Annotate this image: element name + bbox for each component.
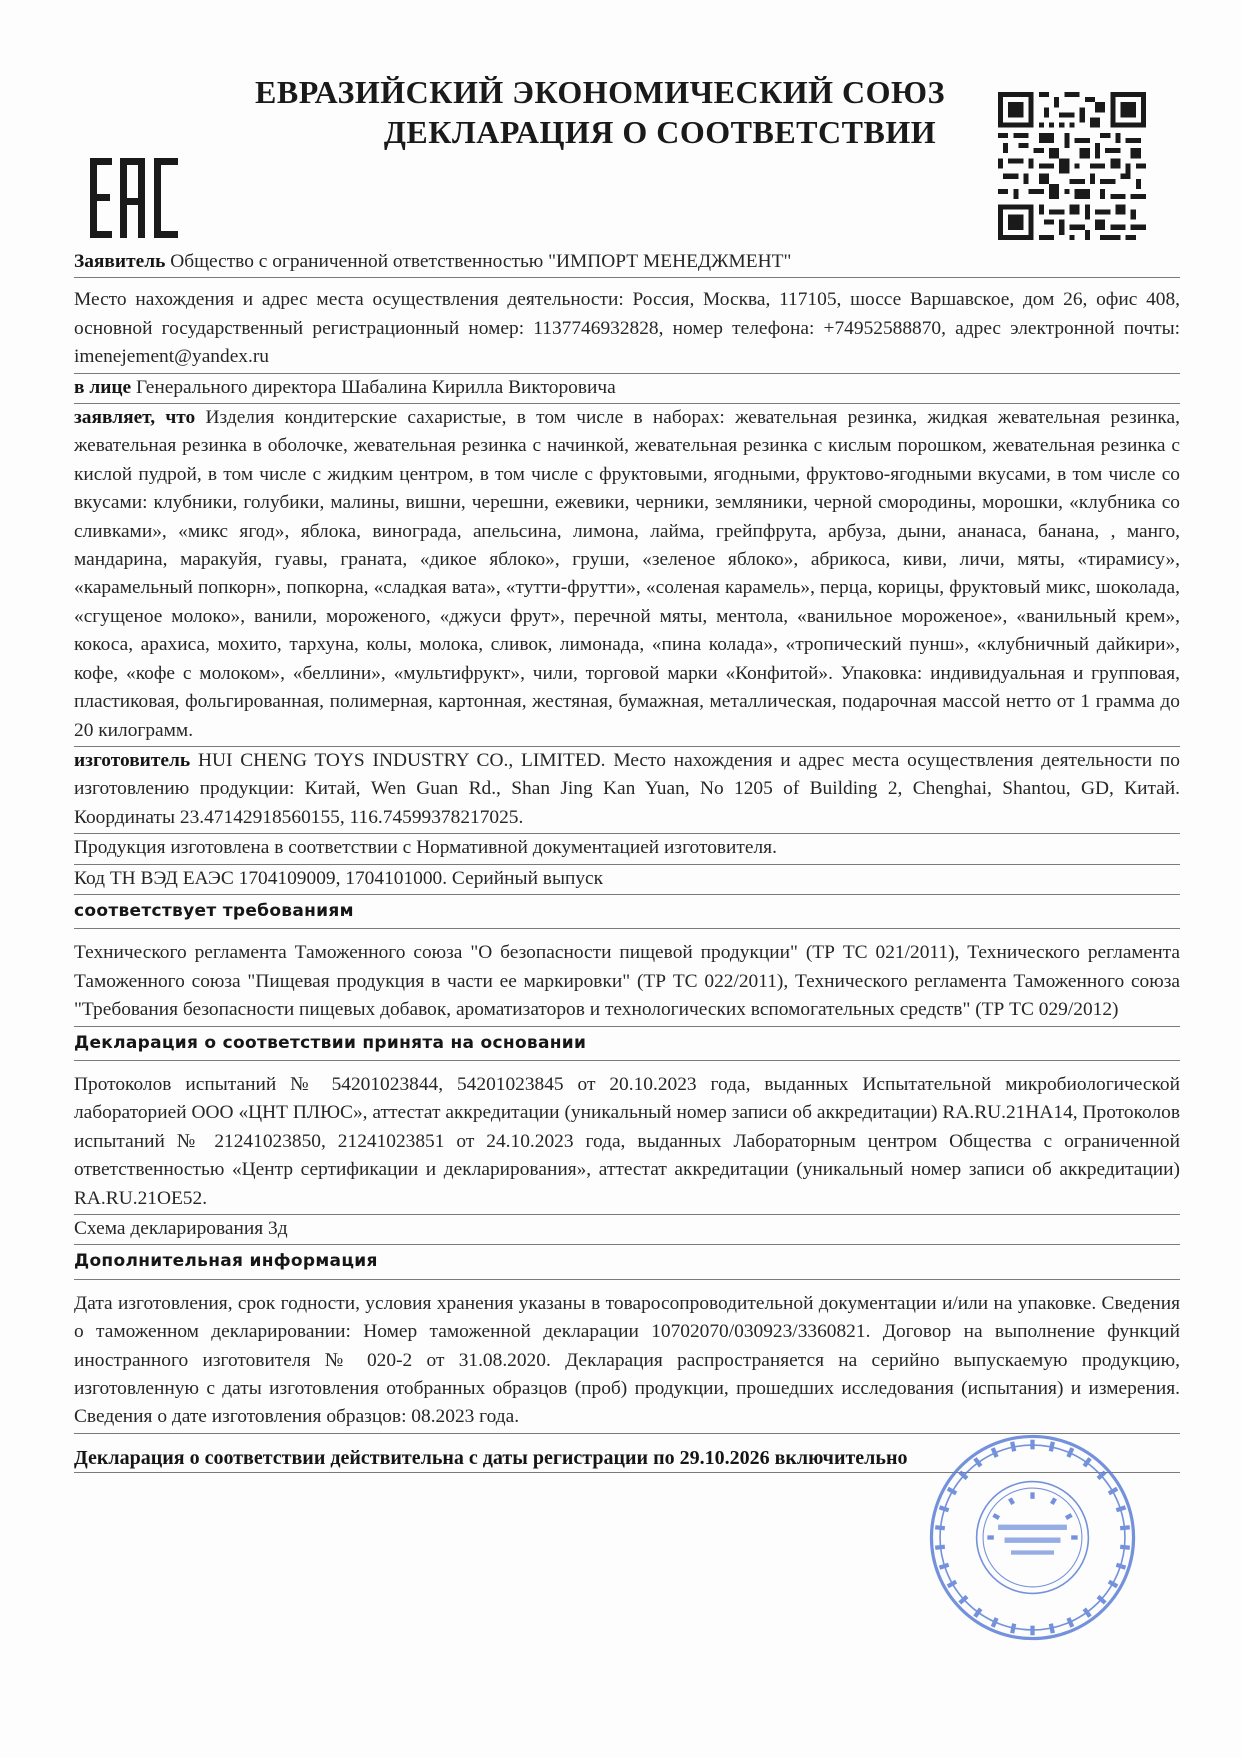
company-seal xyxy=(925,1430,1140,1645)
declares-value: Изделия кондитерские сахаристые, в том числе в наборах: жевательная резинка, жидкая жевательная резинка, жевательная резинка в оболочке, жевательная резинка с начинкой, жевательная резинка с кислым порошком, жевательная резинка с кислой пудрой, в том числе с жидким центром, в том числе с фруктовыми, ягодными, фруктово-ягодными вкусами, в том числе со вкусами: клубники, голубики, малины, вишни, черешни, ежевики, черники, земляники, черной смородины, морошки, «клубника со сливками», «микс ягод», яблока, винограда, апельсина, лимона, лайма, грейпфрута, арбуза, дыни, ананаса, банана, , манго, мандарина, маракуйя, гуавы, граната, «дикое яблоко», груши, «зеленое яблоко», абрикоса, киви, личи, мяты, «тирамису», «карамельный попкорн», попкорна, «сладкая вата», «тутти-фрутти», «соленая карамель», перца, корицы, фруктовый микс, шоколада, «сгущеное молоко», ванили, мороженого, «джуси фрут», перечной мяты, ментола, «ванильное мороженое», «ванильный крем», кокоса, арахиса, мохито, тархуна, колы, молока, сливок, лимонада, «пина колада», «тропический пунш», «клубничный дайкири», кофе, «кофе с молоком», «беллини», «мультифрукт», чили, торговой марки «Конфитой». Упаковка: индивидуальная и групповая, пластиковая, фольгированная, полимерная, картонная, жестяная, бумажная, металлическая, подарочная массой нетто от 1 грамма до 20 килограмм. xyxy=(74,407,1180,741)
declaration-scheme: Схема декларирования 3д xyxy=(74,1215,1180,1245)
applicant-value: Общество с ограниченной ответственностью "ИМПОРТ МЕНЕДЖМЕНТ" xyxy=(170,251,792,272)
validity-statement: Декларация о соответствии действительна с даты регистрации по 29.10.2026 включительно xyxy=(74,1444,1180,1473)
eac-logo xyxy=(88,150,180,242)
basis-heading: Декларация о соответствии принята на основании xyxy=(74,1029,1180,1061)
representative-label: в лице xyxy=(74,376,132,398)
title-line-union: ЕВРАЗИЙСКИЙ ЭКОНОМИЧЕСКИЙ СОЮЗ xyxy=(255,74,945,110)
manufacturer-docs: Продукция изготовлена в соответствии с Нормативной документацией изготовителя. xyxy=(74,834,1180,864)
manufacturer-row xyxy=(74,747,1180,834)
additional-heading: Дополнительная информация xyxy=(74,1247,1180,1279)
applicant-row xyxy=(74,248,1180,278)
declares-row xyxy=(74,404,1180,747)
representative-row xyxy=(74,374,1180,404)
additional-text: Дата изготовления, срок годности, условия хранения указаны в товаросопроводительной документации и/или на упаковке. Сведения о таможенном декларировании: Номер таможенной декларации 10702070/030923/3360821. Договор на выполнение функций иностранного изготовителя № 020-2 от 31.08.2020. Декларация распространяется на серийно выпускаемую продукцию, изготовленную с даты изготовления отобранных образцов (проб) продукции, прошедших исследования (испытания) и измерения. Сведения о дате изготовления образцов: 08.2023 года. xyxy=(74,1290,1180,1434)
basis-text: Протоколов испытаний № 54201023844, 54201023845 от 20.10.2023 года, выданных Испытательной микробиологической лабораторией ООО «ЦНТ ПЛЮС», аттестат аккредитации (уникальный номер записи об аккредитации) RA.RU.21НА14, Протоколов испытаний № 21241023850, 21241023851 от 24.10.2023 года, выданных Лабораторным центром Общества с ограниченной ответственностью «Центр сертификации и декларирования», аттестат аккредитации (уникальный номер записи об аккредитации) RA.RU.21ОЕ52. xyxy=(74,1071,1180,1215)
title-line-declaration: ДЕКЛАРАЦИЯ О СООТВЕТСТВИИ xyxy=(383,114,937,150)
manufacturer-label: изготовитель xyxy=(74,749,191,771)
qr-code xyxy=(998,92,1146,240)
declaration-body xyxy=(74,248,1180,1473)
applicant-label: Заявитель xyxy=(74,251,166,272)
manufacturer-value: HUI CHENG TOYS INDUSTRY CO., LIMITED. Место нахождения и адрес места осуществления деятельности по изготовлению продукции: Китай, Wen Guan Rd., Shan Jing Kan Yuan, No 1205 of Building 2, Chenghai, Shantou, GD, Китай. Координаты 23.47142918560155, 116.74599378217025. xyxy=(74,749,1180,828)
document-title xyxy=(220,72,980,152)
declares-label: заявляет, что xyxy=(74,407,196,429)
applicant-address: Место нахождения и адрес места осуществления деятельности: Россия, Москва, 117105, шоссе Варшавское, дом 26, офис 408, основной государственный регистрационный номер: 1137746932828, номер телефона: +74952588870, адрес электронной почты: imenejement@yandex.ru xyxy=(74,286,1180,373)
requirements-text: Технического регламента Таможенного союза "О безопасности пищевой продукции" (ТР ТС 021/2011), Технического регламента Таможенного союза "Пищевая продукция в части ее маркировки" (ТР ТС 022/2011), Технического регламента Таможенного союза "Требования безопасности пищевых добавок, ароматизаторов и технологических вспомогательных средств" (ТР ТС 029/2012) xyxy=(74,939,1180,1026)
hs-code-line: Код ТН ВЭД ЕАЭС 1704109009, 1704101000. Серийный выпуск xyxy=(74,865,1180,895)
requirements-heading: соответствует требованиям xyxy=(74,897,1180,929)
representative-value: Генерального директора Шабалина Кирилла Викторовича xyxy=(136,376,616,398)
